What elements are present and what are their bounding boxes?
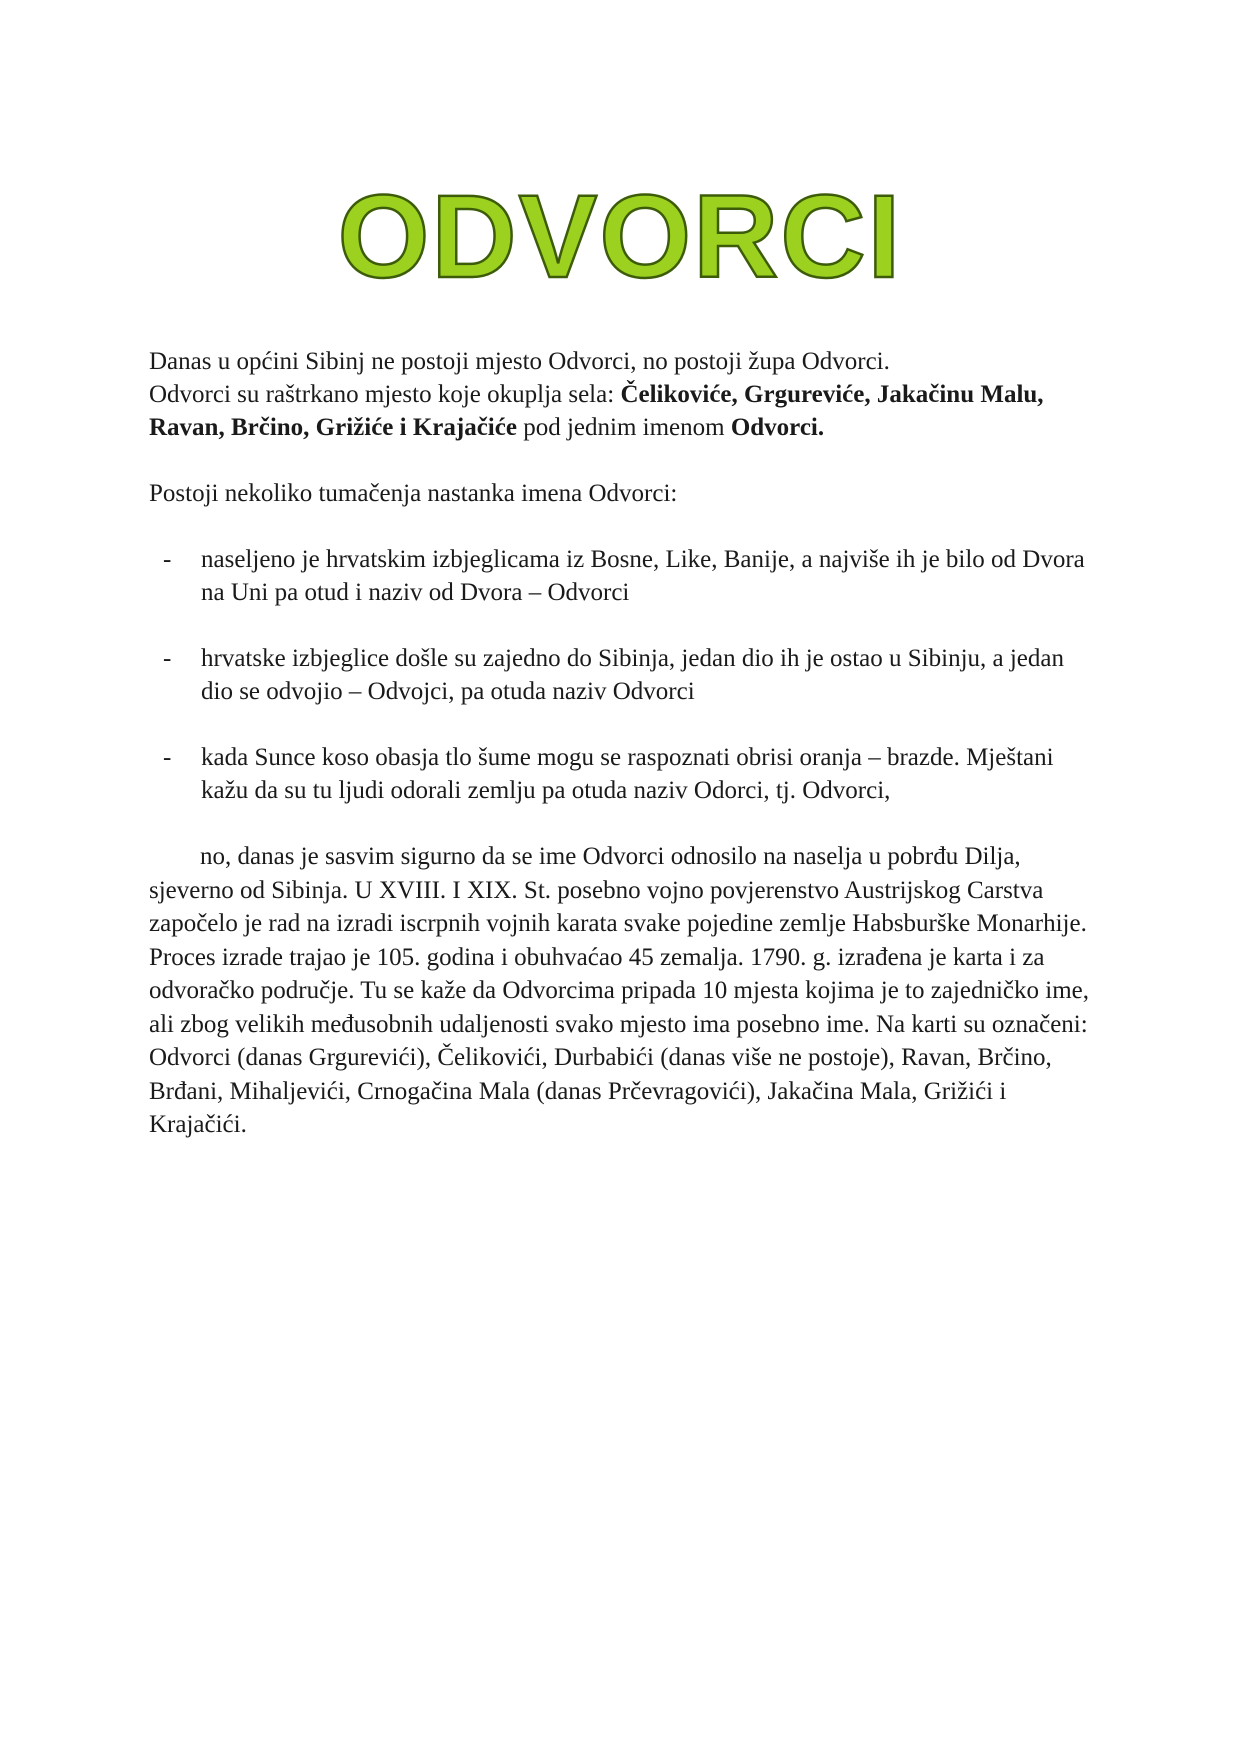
intro-mid: pod jednim imenom (516, 414, 731, 441)
list-item (149, 543, 1099, 609)
intro-line-2: Odvorci su raštrkano mjesto koje okuplja sela: (149, 381, 621, 408)
collective-name: Odvorci. (730, 414, 825, 441)
list-item (149, 741, 1099, 807)
document-body (149, 345, 1099, 1142)
list-item-text: naseljeno je hrvatskim izbjeglicama iz Bosne, Like, Banije, a najviše ih je bilo od Dvora na Uni pa otud i naziv od Dvora – Odvorci (201, 546, 1085, 606)
page-title: ODVORCI (337, 171, 903, 303)
dash-bullet: - (163, 645, 172, 672)
closing-paragraph (149, 840, 1099, 1142)
list-item (149, 642, 1099, 708)
closing-text: no, danas je sasvim sigurno da se ime Odvorci odnosilo na naselja u pobrđu Dilja, sjeverno od Sibinja. U XVIII. I XIX. St. posebno vojno povjerenstvo Austrijskog Carstva započelo je rad na izradi iscrpnih vojnih karata svake pojedine zemlje Habsburške Monarhije. Proces izrade trajao je 105. godina i obuhvaćao 45 zemalja. 1790. g. izrađena je karta i za odvoračko područje. Tu se kaže da Odvorcima pripada 10 mjesta kojima je to zajedničko ime, ali zbog velikih međusobnih udaljenosti svako mjesto ima posebno ime. Na karti su označeni: Odvorci (danas Grgurevići), Čelikovići, Durbabići (danas više ne postoje), Ravan, Brčino, Brđani, Mihaljevići, Crnogačina Mala (danas Prčevragovići), Jakačina Mala, Grižići i Krajačići. (149, 843, 1090, 1138)
intro-paragraph (149, 345, 1099, 444)
list-item-text: kada Sunce koso obasja tlo šume mogu se raspoznati obrisi oranja – brazde. Mještani kažu da su tu ljudi odorali zemlju pa otuda naziv Odorci, tj. Odvorci, (201, 744, 1054, 804)
interpretations-list (149, 543, 1099, 807)
lead-paragraph: Postoji nekoliko tumačenja nastanka imena Odvorci: (149, 480, 678, 507)
dash-bullet: - (163, 744, 172, 771)
list-item-text: hrvatske izbjeglice došle su zajedno do Sibinja, jedan dio ih je ostao u Sibinju, a jedan dio se odvojio – Odvojci, pa otuda naziv Odvorci (201, 645, 1065, 705)
villages-list: Čelikoviće, Grgureviće, Jakačinu Malu, Ravan, Brčino, Grižiće i Krajačiće (149, 381, 1044, 441)
intro-line-1: Danas u općini Sibinj ne postoji mjesto Odvorci, no postoji župa Odvorci. (149, 348, 890, 375)
dash-bullet: - (163, 546, 172, 573)
